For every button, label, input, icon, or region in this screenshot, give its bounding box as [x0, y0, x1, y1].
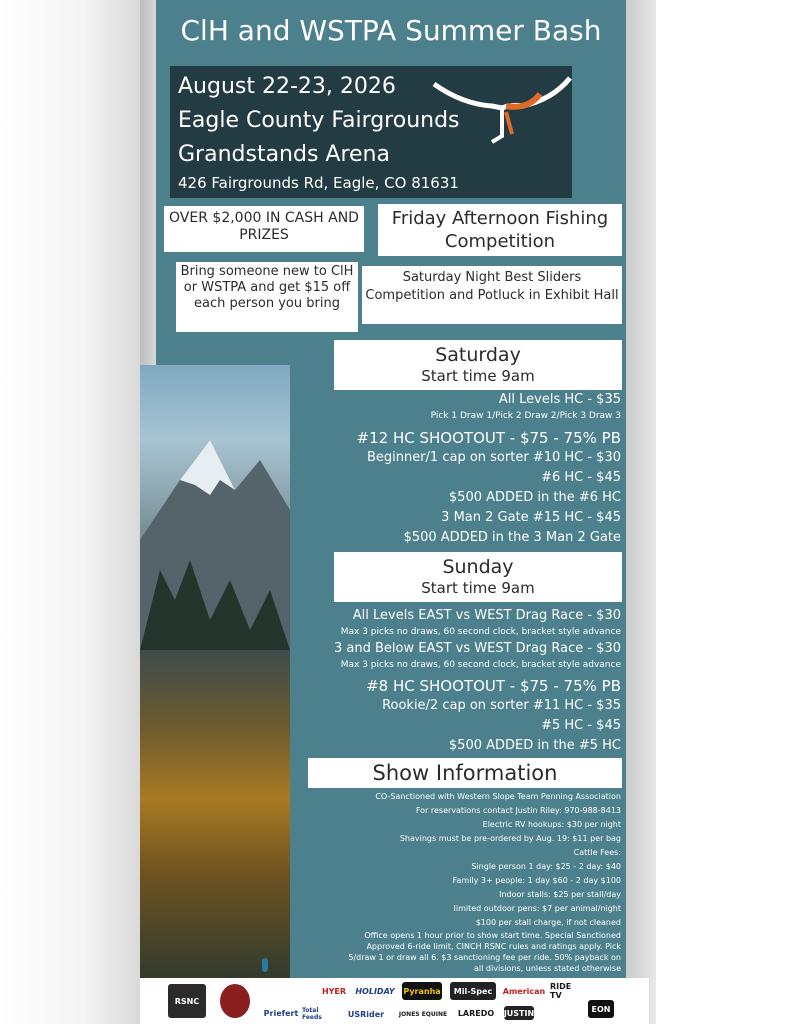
saturday-header-box: [334, 340, 622, 390]
sponsor-logo-laredo: LAREDO: [457, 1008, 495, 1018]
sunday-line: $500 ADDED in the #5 HC: [448, 738, 621, 753]
saturday-heading: Saturday: [435, 344, 521, 366]
sponsor-logo-priefert: Priefert: [263, 1008, 299, 1018]
sunday-line: Max 3 picks no draws, 60 second clock, bracket style advance: [340, 627, 621, 637]
show-info-line: limited outdoor pens: $7 per animal/night: [453, 904, 621, 913]
saturday-line: #12 HC SHOOTOUT - $75 - 75% PB: [356, 429, 621, 447]
show-info-line: Family 3+ people: 1 day $60 - 2 day $100: [452, 876, 621, 885]
sponsor-logo-jones-equine: JONES EQUINE: [398, 1010, 448, 1018]
saturday-line: $500 ADDED in the #6 HC: [448, 490, 621, 505]
sponsor-logo-eon: EON: [588, 1000, 614, 1018]
show-info-line: CO-Sanctioned with Western Slope Team Penning Association: [375, 792, 621, 801]
show-info-line: all divisions, unless stated otherwise: [474, 964, 621, 973]
event-arena: Grandstands Arena: [178, 142, 390, 167]
sunday-heading: Sunday: [442, 556, 514, 578]
fishing-competition-box: Friday Afternoon Fishing Competition: [378, 204, 622, 256]
show-info-line: 5/draw 1 or draw all 6. $3 sanctioning fee per ride. 50% payback on: [348, 953, 621, 962]
sponsor-logo-strip: [140, 978, 649, 1024]
sliders-competition-box: Saturday Night Best Sliders Competition and Potluck in Exhibit Hall: [362, 266, 622, 324]
sponsor-logo-hyer: HYER: [321, 986, 347, 996]
show-info-line: Office opens 1 hour prior to show start time. Special Sanctioned: [364, 931, 621, 940]
saturday-line: #6 HC - $45: [541, 470, 621, 485]
saturday-start-time: Start time 9am: [421, 367, 535, 385]
sunday-line: 3 and Below EAST vs WEST Drag Race - $30: [334, 641, 621, 656]
sponsor-logo-justin: JUSTIN: [504, 1006, 534, 1020]
show-info-line: Approved 6-ride limit, CINCH RSNC rules and ratings apply. Pick: [366, 942, 621, 951]
sponsor-logo-pyranha: Pyranha: [402, 982, 442, 1000]
saturday-line: $500 ADDED in the 3 Man 2 Gate: [403, 530, 621, 545]
show-info-line: Shavings must be pre-ordered by Aug. 19: $11 per bag: [399, 834, 621, 843]
sponsor-logo-mil-spec: Mil-Spec: [450, 982, 496, 1000]
sunday-header-box: [334, 552, 622, 602]
show-info-heading: Show Information: [308, 758, 622, 788]
sponsor-logo-american: American: [502, 986, 546, 996]
event-venue: Eagle County Fairgrounds: [178, 108, 460, 133]
saturday-line: Pick 1 Draw 1/Pick 2 Draw 2/Pick 3 Draw 3: [430, 411, 621, 421]
sunday-line: #5 HC - $45: [541, 718, 621, 733]
sunday-line: All Levels EAST vs WEST Drag Race - $30: [352, 608, 621, 623]
longhorn-logo-icon: [432, 74, 572, 144]
show-info-line: Indoor stalls: $25 per stall/day: [499, 890, 621, 899]
saturday-line: 3 Man 2 Gate #15 HC - $45: [441, 510, 621, 525]
show-info-line: For reservations contact Justin Riley: 970-988-8413: [415, 806, 621, 815]
sponsor-logo-ride-tv: RIDE TV: [550, 982, 572, 1000]
saturday-line: All Levels HC - $35: [498, 392, 621, 407]
event-date: August 22-23, 2026: [178, 74, 396, 99]
left-margin: [0, 0, 140, 1024]
show-info-line: Cattle Fees:: [573, 848, 621, 857]
sponsor-logo-usrider: USRider: [347, 1009, 385, 1019]
sunday-start-time: Start time 9am: [421, 579, 535, 597]
mountain-illustration: [140, 420, 290, 650]
sunday-line: Max 3 picks no draws, 60 second clock, bracket style advance: [340, 660, 621, 670]
sponsor-logo-holiday: HOLIDAY: [355, 986, 395, 996]
sponsor-logo-rsnc: RSNC: [168, 984, 206, 1018]
cash-prizes-box: OVER $2,000 IN CASH AND PRIZES: [164, 206, 364, 252]
event-address: 426 Fairgrounds Rd, Eagle, CO 81631: [178, 174, 459, 192]
show-info-line: $100 per stall charge, if not cleaned: [475, 918, 621, 927]
event-title: ClH and WSTPA Summer Bash: [180, 14, 602, 47]
saturday-line: Beginner/1 cap on sorter #10 HC - $30: [366, 450, 621, 465]
sunday-line: #8 HC SHOOTOUT - $75 - 75% PB: [366, 677, 621, 695]
silver-edge-right: [626, 0, 656, 1024]
sunday-line: Rookie/2 cap on sorter #11 HC - $35: [382, 698, 621, 713]
hiker-figure: [262, 958, 268, 972]
show-info-line: Electric RV hookups: $30 per night: [482, 820, 621, 829]
bring-someone-box: Bring someone new to ClH or WSTPA and get $15 off each person you bring: [176, 262, 358, 332]
sponsor-logo-badge-icon: [220, 984, 250, 1018]
sponsor-logo-total-feeds: Total Feeds: [302, 1007, 322, 1021]
show-info-line: Single person 1 day: $25 - 2 day: $40: [471, 862, 621, 871]
